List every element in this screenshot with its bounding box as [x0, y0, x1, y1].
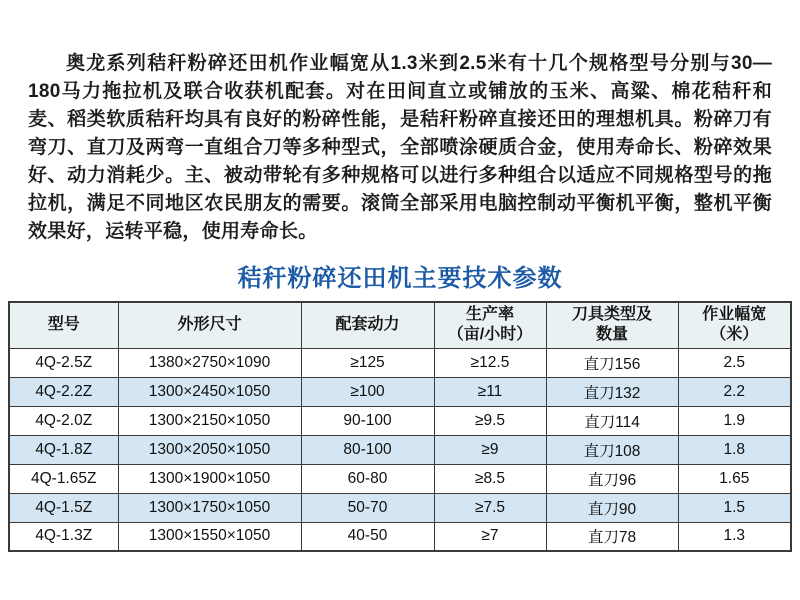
table-cell: 60-80: [301, 464, 434, 493]
table-cell: 1380×2750×1090: [118, 348, 301, 377]
table-cell: ≥9.5: [434, 406, 546, 435]
table-cell: 直刀156: [546, 348, 678, 377]
header-row: [9, 302, 791, 348]
model-cell: 4Q-1.65Z: [9, 464, 118, 493]
table-cell: 直刀132: [546, 377, 678, 406]
table-cell: ≥8.5: [434, 464, 546, 493]
column-header: 外形尺寸: [118, 302, 301, 348]
model-cell: 4Q-1.8Z: [9, 435, 118, 464]
column-header: 型号: [9, 302, 118, 348]
model-cell: 4Q-2.0Z: [9, 406, 118, 435]
table-cell: 1.5: [678, 493, 791, 522]
table-cell: ≥11: [434, 377, 546, 406]
table-cell: 直刀78: [546, 522, 678, 551]
model-cell: 4Q-2.5Z: [9, 348, 118, 377]
intro-paragraph: 奥龙系列秸秆粉碎还田机作业幅宽从1.3米到2.5米有十几个规格型号分别与30—180马力拖拉机及联合收获机配套。对在田间直立或铺放的玉米、高粱、棉花秸秆和麦、稻类软质秸秆均具有良好的粉碎性能，是秸秆粉碎直接还田的理想机具。粉碎刀有弯刀、直刀及两弯一直组合刀等多种型式，全部喷涂硬质合金，使用寿命长、粉碎效果好、动力消耗少。主、被动带轮有多种规格可以进行多种组合以适应不同规格型号的拖拉机，满足不同地区农民朋友的需要。滚筒全部采用电脑控制动平衡机平衡，整机平衡效果好，运转平稳，使用寿命长。: [28, 53, 772, 242]
table-body: [9, 348, 791, 551]
table-cell: ≥9: [434, 435, 546, 464]
table-cell: 1300×1550×1050: [118, 522, 301, 551]
table-row: [9, 493, 791, 522]
table-cell: 2.5: [678, 348, 791, 377]
table-cell: 直刀108: [546, 435, 678, 464]
model-cell: 4Q-2.2Z: [9, 377, 118, 406]
table-cell: ≥12.5: [434, 348, 546, 377]
table-cell: 90-100: [301, 406, 434, 435]
table-cell: 80-100: [301, 435, 434, 464]
table-row: [9, 435, 791, 464]
table-cell: 50-70: [301, 493, 434, 522]
table-title: 秸秆粉碎还田机主要技术参数: [237, 266, 563, 292]
table-cell: 1300×2450×1050: [118, 377, 301, 406]
table-cell: 1300×2050×1050: [118, 435, 301, 464]
model-cell: 4Q-1.5Z: [9, 493, 118, 522]
table-cell: 1300×1750×1050: [118, 493, 301, 522]
table-cell: 1.65: [678, 464, 791, 493]
table-row: [9, 522, 791, 551]
table-row: [9, 377, 791, 406]
table-cell: 直刀90: [546, 493, 678, 522]
column-header: 生产率 （亩/小时）: [434, 302, 546, 348]
model-cell: 4Q-1.3Z: [9, 522, 118, 551]
table-cell: 1.9: [678, 406, 791, 435]
table-row: [9, 348, 791, 377]
table-cell: 1.8: [678, 435, 791, 464]
table-cell: 2.2: [678, 377, 791, 406]
table-cell: 40-50: [301, 522, 434, 551]
table-cell: ≥7: [434, 522, 546, 551]
table-cell: ≥125: [301, 348, 434, 377]
column-header: 刀具类型及 数量: [546, 302, 678, 348]
table-cell: ≥100: [301, 377, 434, 406]
table-cell: 1.3: [678, 522, 791, 551]
table-cell: 直刀114: [546, 406, 678, 435]
table-cell: 1300×1900×1050: [118, 464, 301, 493]
table-row: [9, 406, 791, 435]
column-header: 配套动力: [301, 302, 434, 348]
column-header: 作业幅宽 （米）: [678, 302, 791, 348]
table-cell: 直刀96: [546, 464, 678, 493]
params-table: [8, 301, 792, 552]
table-cell: 1300×2150×1050: [118, 406, 301, 435]
table-cell: ≥7.5: [434, 493, 546, 522]
table-row: [9, 464, 791, 493]
